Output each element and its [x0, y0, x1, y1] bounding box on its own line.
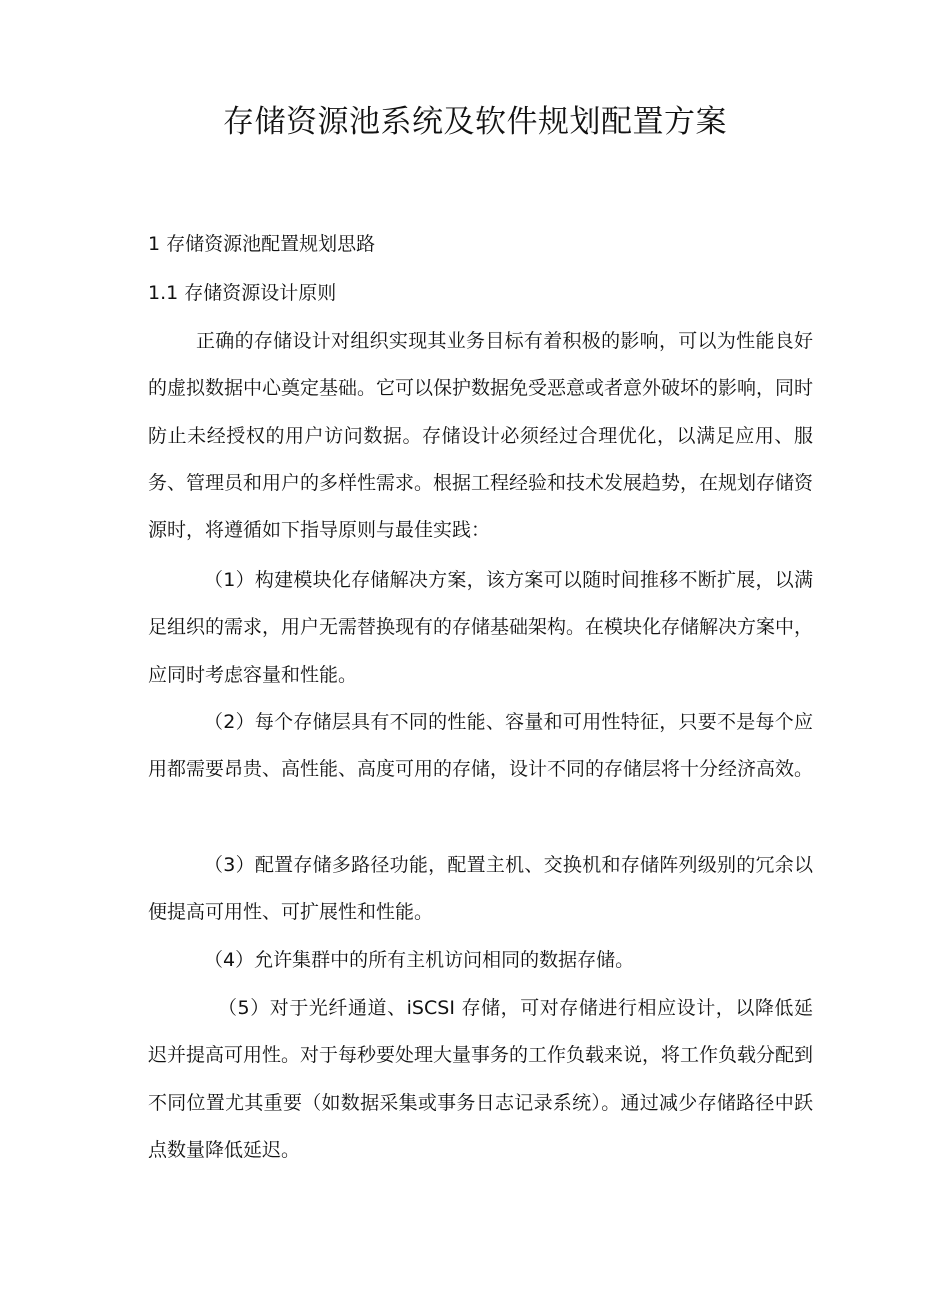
section-heading-1: 1 存储资源池配置规划思路 — [148, 233, 376, 255]
paragraph-intro: 正确的存储设计对组织实现其业务目标有着积极的影响，可以为性能良好的虚拟数据中心奠定基础。它可以保护数据免受恶意或者意外破坏的影响，同时防止未经授权的用户访问数据。存储设计必须经过合理优化，以满足应用、服务、管理员和用户的多样性需求。根据工程经验和技术发展趋势，在规划存储资源时，将遵循如下指导原则与最佳实践： — [148, 330, 814, 542]
paragraph-principle-2: （2）每个存储层具有不同的性能、容量和可用性特征，只要不是每个应用都需要昂贵、高性能、高度可用的存储，设计不同的存储层将十分经济高效。 — [148, 711, 814, 781]
paragraph-principle-5: （5）对于光纤通道、iSCSI 存储，可对存储进行相应设计，以降低延迟并提高可用性。对于每秒要处理大量事务的工作负载来说，将工作负载分配到不同位置尤其重要（如数据采集或事务日志记录系统）。通过减少存储路径中跃点数量降低延迟。 — [148, 997, 814, 1161]
paragraph-principle-3: （3）配置存储多路径功能，配置主机、交换机和存储阵列级别的冗余以便提高可用性、可扩展性和性能。 — [148, 854, 813, 924]
document-title: 存储资源池系统及软件规划配置方案 — [223, 104, 727, 140]
paragraph-principle-4: （4）允许集群中的所有主机访问相同的数据存储。 — [204, 949, 635, 971]
section-heading-1-1: 1.1 存储资源设计原则 — [148, 282, 337, 304]
paragraph-principle-1: （1）构建模块化存储解决方案，该方案可以随时间推移不断扩展，以满足组织的需求，用户无需替换现有的存储基础架构。在模块化存储解决方案中，应同时考虑容量和性能。 — [148, 569, 814, 686]
